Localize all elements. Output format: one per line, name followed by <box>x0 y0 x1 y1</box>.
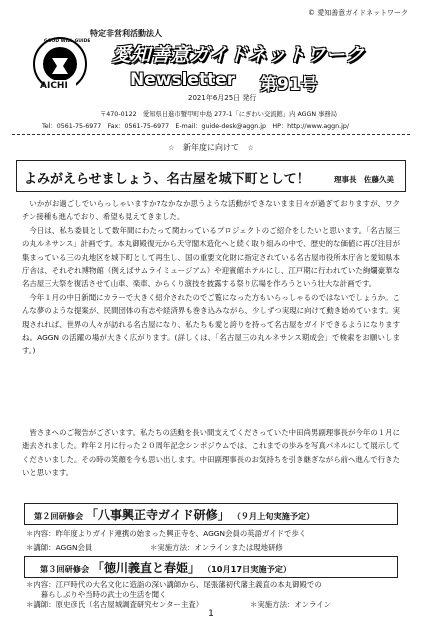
event-2-prefix: 第３回研修会 <box>40 564 90 574</box>
event-2-content-cont: 暮らしぶりや当時の武士の生活を聞く <box>26 590 167 599</box>
event-2-title: 「徳川義直と春姫」 <box>92 561 201 575</box>
publication-date: 2021年6月25日 発行 <box>188 94 257 102</box>
event-2-lecturer: ＊講師：原史彦氏（名古屋城調査研究センター主査） <box>26 600 204 609</box>
article-headline: よみがえらせましょう、名古屋を城下町として！ <box>24 172 310 187</box>
event-1-lecturer: ＊講師：AGGN会員 <box>26 543 93 552</box>
event-2-content: ＊内容：江戸時代の大名文化に造詣の深い講師から、尾張藩初代藩主義直の本丸御殿での <box>26 580 322 589</box>
event-2-heading <box>40 559 291 576</box>
event-2-method: ＊実施方法：オンライン <box>250 600 332 609</box>
newsletter-title: Newsletter <box>130 70 236 90</box>
header-divider <box>12 134 410 135</box>
article-paragraph: 今年１月の中日新聞にカラーで大きく紹介されたのでご覧になった方もいらっしゃるのではないでしょうか。こんな夢のような提案が、民間団体の有志や経済界も巻き込みながら、少しずつ実現に向けて動き始めています。実現されれば、世界の人々が訪れる名古屋になり、私たちも愛と誇りを持って名古屋をガイドできるようになりますね。AGGN の活躍の場が大きく広がります。(詳しくは、「名古屋三の丸ルネサンス期成会」で検索をお願いします。) <box>22 292 400 356</box>
event-2-suffix: （10月17日実施予定） <box>202 564 292 574</box>
address-line: 〒470-0122 愛知県日進市蟹甲町中島 277-1「にぎわい交流館」内 AGGN 事務局 <box>100 111 338 118</box>
article-body <box>22 197 400 358</box>
article-paragraph: 今日は、私ち委員として数年間にわたって関わっているプロジェクトのご紹介をしたいと思います。「名古屋三の丸ルネサンス」計画です。本丸御殿復元から天守閣木造化へと続く取り組みの中で、歴史的な価値に再び注目が集まっている三の丸地区を城下町として再生し、国の重要文化財に指定されている名古屋市役所本庁舎と愛知県本庁舎は、それぞれ博物館（例えばサムライミュージアム）や迎賓館ホテルにし、江戸期に行われていた絢爛豪華な名古屋三大祭を復活させて山車、楽車、からくり演技を披露する祭り広場を作ろうという壮大な計画です。 <box>22 225 400 289</box>
section-title: 新年度に向けて <box>183 143 239 152</box>
copyright-notice: © 愛知善意ガイドネットワーク <box>308 9 408 17</box>
event-1-method: ＊実施方法：オンラインまたは現地研修 <box>150 543 283 552</box>
issue-number: 第91号 <box>260 75 318 95</box>
org-name: 愛知善意ガイドネットワーク <box>112 44 365 66</box>
event-1-suffix: （９月上旬実施予定） <box>232 511 315 521</box>
article-paragraph: 皆さまへのご報告がございます。私たちの活動を長い間支えてくださっていた中田尚男副理事長が今年の１月に逝去されました。昨年２月に行った２０周年記念シンポジウムでは、これまでの歩みを写真パネルにして展示してくださいました。その時の笑顔を今も思い出します。中田副理事長のお気持ちを引き継ぎながら前へ進んで行きたいと思います。 <box>22 428 400 478</box>
logo-text-top: GOOD WILL GUIDE <box>44 39 91 44</box>
article-paragraph: いかがお過ごしでいらっしゃいますか?なかなか思うような活動ができないまま日々が過ぎておりますが、ワクチン接種も進んでおり、希望も見えてきました。 <box>22 199 400 222</box>
org-type: 特定非営利活動法人 <box>90 29 162 38</box>
article-author: 理事長 佐藤久美 <box>334 175 394 184</box>
contact-line: Tel：0561-75-6977 Fax：0561-75-6977 E-mail：guide-desk@aggn.jp HP：http://www.aggn.jp/ <box>42 123 350 130</box>
star-icon: ☆ <box>247 144 254 152</box>
section-heading <box>0 142 422 153</box>
logo-text-bottom: AICHI <box>40 81 68 91</box>
page-number: 1 <box>208 609 214 619</box>
article-body-report <box>22 426 400 480</box>
star-icon: ☆ <box>168 144 175 152</box>
event-1-prefix: 第２回研修会 <box>34 511 84 521</box>
event-1-heading <box>34 506 314 523</box>
event-1-title: 「八事興正寺ガイド研修」 <box>86 508 230 522</box>
event-1-content: ＊内容：昨年度よりガイド連携の始まった興正寺を、AGGN会員の英語ガイドで歩く <box>26 529 307 538</box>
